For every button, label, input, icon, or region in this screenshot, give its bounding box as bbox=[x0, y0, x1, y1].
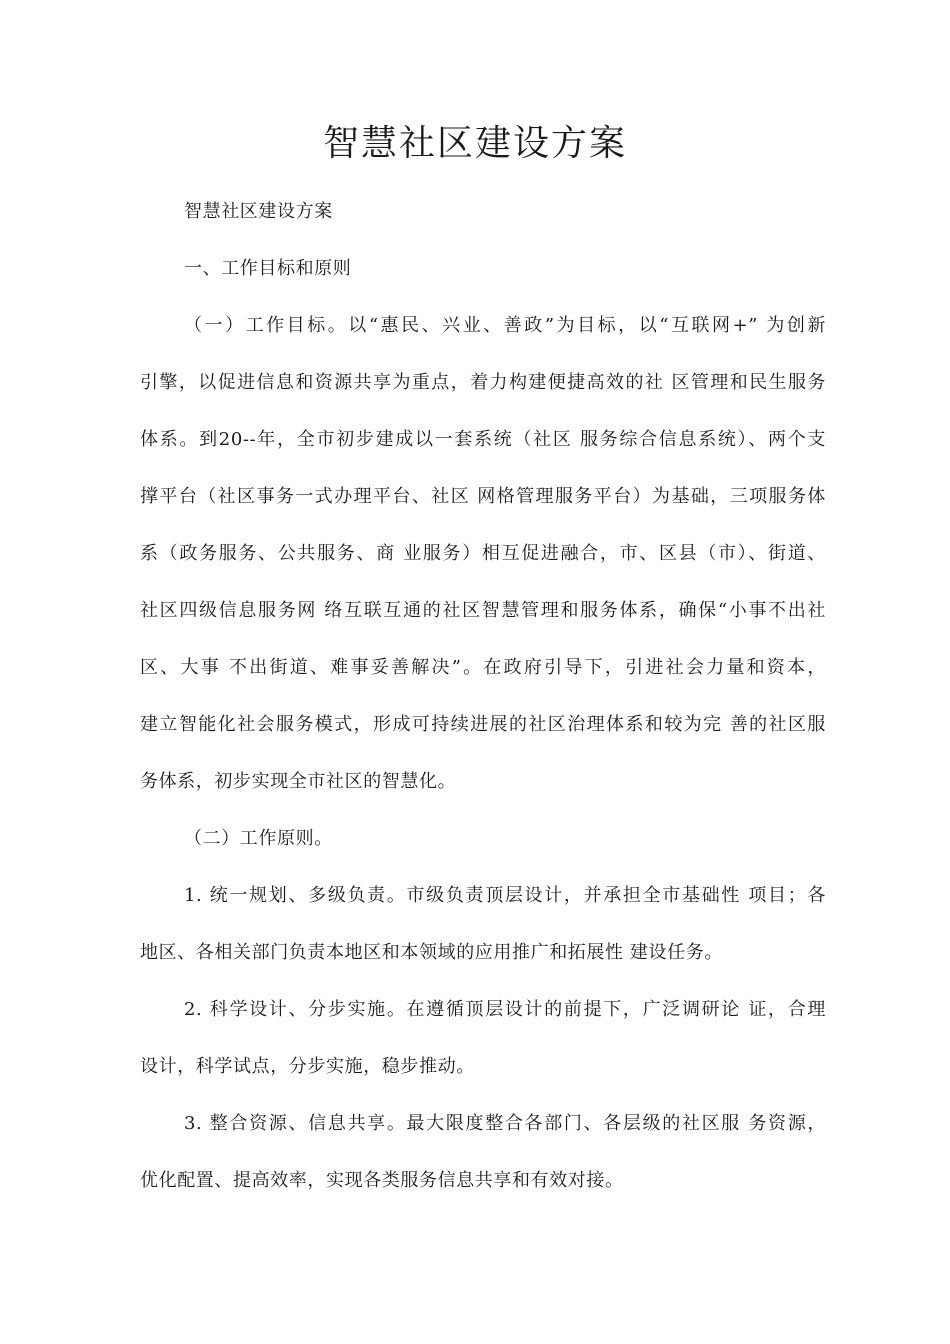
goal-line: 撑平台（社区事务一式办理平台、社区 网格管理服务平台）为基础，三项服务体 bbox=[140, 486, 826, 507]
principles-heading: （二）工作原则。 bbox=[184, 828, 333, 849]
goal-line: 系（政务服务、公共服务、商 业服务）相互促进融合，市、区县（市）、街道、 bbox=[140, 543, 826, 564]
goal-line: （一）工作目标。以“惠民、兴业、善政”为目标，以“互联网+” 为创新 bbox=[184, 315, 826, 336]
goal-line: 体系。到20--年，全市初步建成以一套系统（社区 服务综合信息系统）、两个支 bbox=[140, 429, 826, 450]
principle-line: 设计，科学试点，分步实施，稳步推动。 bbox=[140, 1056, 475, 1077]
principle-line: 优化配置、提高效率，实现各类服务信息共享和有效对接。 bbox=[140, 1170, 624, 1191]
goal-line: 社区四级信息服务网 络互联互通的社区智慧管理和服务体系，确保“小事不出社 bbox=[140, 600, 826, 621]
principle-line: 3. 整合资源、信息共享。最大限度整合各部门、各层级的社区服 务资源， bbox=[184, 1113, 826, 1134]
principle-line: 地区、各相关部门负责本地区和本领域的应用推广和拓展性 建设任务。 bbox=[140, 942, 723, 963]
goal-line: 区、大事 不出街道、难事妥善解决”。在政府引导下，引进社会力量和资本， bbox=[140, 657, 826, 678]
goal-line: 务体系，初步实现全市社区的智慧化。 bbox=[140, 771, 457, 792]
goal-line: 引擎，以促进信息和资源共享为重点，着力构建便捷高效的社 区管理和民生服务 bbox=[140, 372, 826, 393]
principle-line: 2. 科学设计、分步实施。在遵循顶层设计的前提下，广泛调研论 证，合理 bbox=[184, 999, 826, 1020]
principle-line: 1. 统一规划、多级负责。市级负责顶层设计，并承担全市基础性 项目；各 bbox=[184, 885, 826, 906]
document-subtitle: 智慧社区建设方案 bbox=[184, 201, 333, 222]
document-title: 智慧社区建设方案 bbox=[322, 123, 627, 164]
section-heading: 一、工作目标和原则 bbox=[184, 258, 352, 279]
goal-line: 建立智能化社会服务模式，形成可持续进展的社区治理体系和较为完 善的社区服 bbox=[140, 714, 826, 735]
